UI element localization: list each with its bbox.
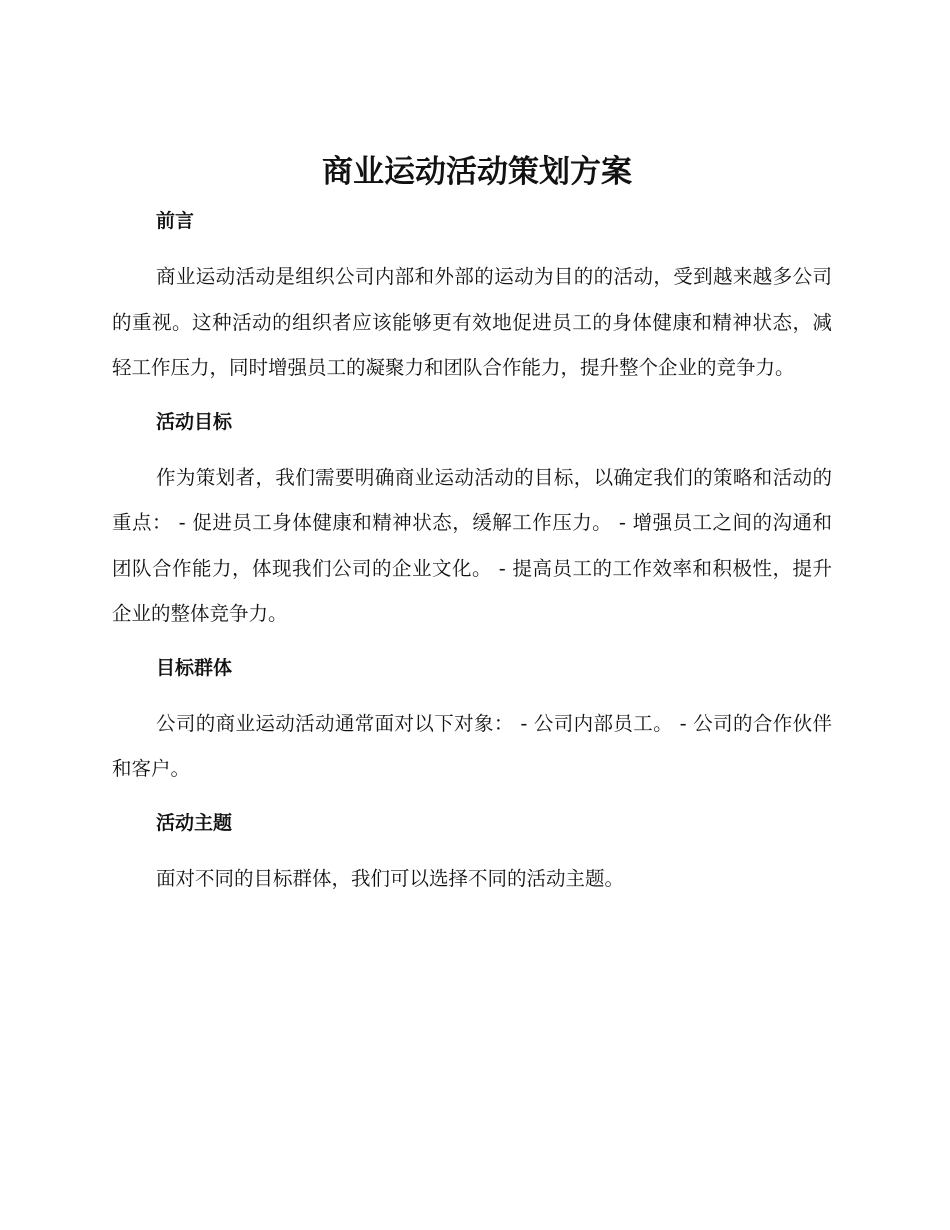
section-heading-goals: 活动目标 <box>156 410 233 433</box>
section-heading-audience: 目标群体 <box>156 656 233 679</box>
section-heading-theme: 活动主题 <box>156 811 233 834</box>
section-heading-preface: 前言 <box>156 210 195 232</box>
section-paragraph-audience: 公司的商业运动活动通常面对以下对象： - 公司内部员工。 - 公司的合作伙伴和客户。 <box>112 711 832 780</box>
section-paragraph-theme: 面对不同的目标群体，我们可以选择不同的活动主题。 <box>156 866 625 890</box>
document-title: 商业运动活动策划方案 <box>322 154 632 190</box>
section-paragraph-goals: 作为策划者，我们需要明确商业运动活动的目标，以确定我们的策略和活动的重点： - 促进员工身体健康和精神状态，缓解工作压力。 - 增强员工之间的沟通和团队合作能力，体现我们公司的企业文化。 - 提高员工的工作效率和积极性，提升企业的整体竞争力。 <box>112 465 832 625</box>
section-paragraph-preface: 商业运动活动是组织公司内部和外部的运动为目的的活动，受到越来越多公司的重视。这种活动的组织者应该能够更有效地促进员工的身体健康和精神状态，减轻工作压力，同时增强员工的凝聚力和团队合作能力，提升整个企业的竞争力。 <box>112 265 832 379</box>
